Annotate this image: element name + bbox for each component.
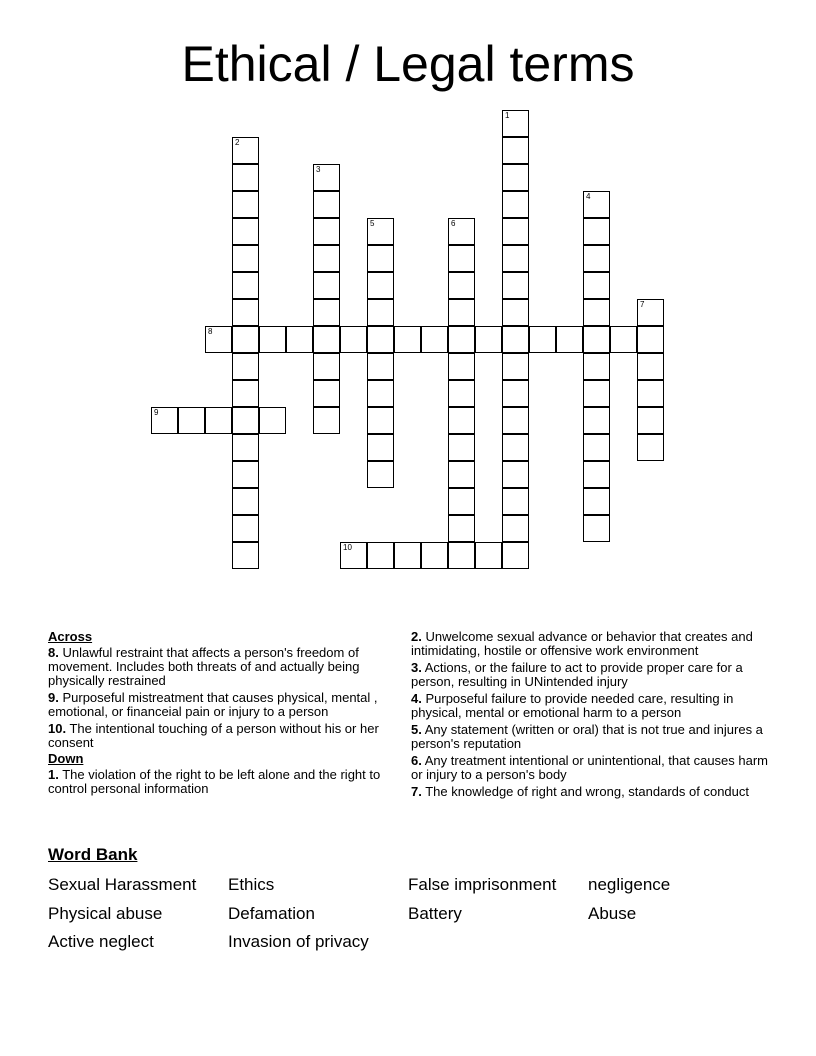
grid-cell[interactable] [583, 515, 610, 542]
grid-cell[interactable] [502, 326, 529, 353]
grid-cell[interactable] [340, 542, 367, 569]
clue-number: 9. [48, 690, 59, 705]
grid-cell[interactable] [583, 380, 610, 407]
word-bank-item: Invasion of privacy [228, 932, 369, 951]
clues-left-column [48, 630, 398, 799]
grid-cell[interactable] [313, 326, 340, 353]
grid-cell[interactable] [448, 407, 475, 434]
grid-cell[interactable] [448, 488, 475, 515]
grid-cell[interactable] [232, 407, 259, 434]
grid-cell[interactable] [583, 245, 610, 272]
grid-cell[interactable] [448, 326, 475, 353]
grid-cell[interactable] [583, 407, 610, 434]
grid-cell[interactable] [313, 191, 340, 218]
grid-cell[interactable] [232, 515, 259, 542]
grid-cell[interactable] [502, 299, 529, 326]
grid-cell[interactable] [313, 218, 340, 245]
word-bank-item: Ethics [228, 875, 275, 894]
grid-cell[interactable] [583, 434, 610, 461]
word-bank-item: Defamation [228, 904, 315, 923]
word-bank-item: negligence [588, 875, 671, 894]
clue-number: 2. [411, 629, 422, 644]
grid-cell[interactable] [367, 434, 394, 461]
word-bank-item: Abuse [588, 904, 637, 923]
cell-number: 1 [505, 111, 510, 120]
grid-cell[interactable] [502, 434, 529, 461]
grid-cell[interactable] [367, 218, 394, 245]
grid-cell[interactable] [394, 542, 421, 569]
clue-number: 7. [411, 784, 422, 799]
cell-number: 2 [235, 138, 240, 147]
grid-cell[interactable] [583, 353, 610, 380]
grid-cell[interactable] [205, 326, 232, 353]
clue-number: 3. [411, 660, 422, 675]
grid-cell[interactable] [367, 353, 394, 380]
grid-cell[interactable] [637, 434, 664, 461]
grid-cell[interactable] [421, 542, 448, 569]
across-heading: Across [48, 629, 93, 644]
grid-cell[interactable] [637, 326, 664, 353]
grid-cell[interactable] [313, 299, 340, 326]
grid-cell[interactable] [502, 380, 529, 407]
word-bank-item: Physical abuse [48, 904, 163, 923]
grid-cell[interactable] [448, 218, 475, 245]
grid-cell[interactable] [583, 326, 610, 353]
clue-across-8 [48, 646, 398, 688]
grid-cell[interactable] [583, 272, 610, 299]
grid-cell[interactable] [583, 191, 610, 218]
grid-cell[interactable] [313, 353, 340, 380]
clue-text: Purposeful failure to provide needed care, resulting in physical, mental or emotional harm to a person [411, 691, 734, 720]
cell-number: 10 [343, 543, 352, 552]
grid-cell[interactable] [232, 542, 259, 569]
grid-cell[interactable] [502, 164, 529, 191]
grid-cell[interactable] [502, 110, 529, 137]
clue-text: The intentional touching of a person without his or her consent [48, 721, 379, 750]
grid-cell[interactable] [232, 137, 259, 164]
grid-cell[interactable] [232, 326, 259, 353]
grid-cell[interactable] [583, 461, 610, 488]
cell-number: 4 [586, 192, 591, 201]
grid-cell[interactable] [610, 326, 637, 353]
grid-cell[interactable] [583, 299, 610, 326]
grid-cell[interactable] [448, 380, 475, 407]
clue-down-6 [411, 754, 771, 782]
grid-cell[interactable] [637, 353, 664, 380]
cell-number: 5 [370, 219, 375, 228]
clue-across-9 [48, 691, 398, 719]
grid-cell[interactable] [421, 326, 448, 353]
cell-number: 9 [154, 408, 159, 417]
grid-cell[interactable] [232, 434, 259, 461]
clue-text: Any statement (written or oral) that is not true and injures a person's reputation [411, 722, 763, 751]
grid-cell[interactable] [637, 299, 664, 326]
grid-cell[interactable] [448, 434, 475, 461]
grid-cell[interactable] [367, 326, 394, 353]
clue-text: Any treatment intentional or unintentional, that causes harm or injury to a person's body [411, 753, 769, 782]
word-bank-item: False imprisonment [408, 875, 557, 894]
cell-number: 8 [208, 327, 213, 336]
grid-cell[interactable] [232, 272, 259, 299]
grid-cell[interactable] [367, 542, 394, 569]
clue-number: 5. [411, 722, 422, 737]
grid-cell[interactable] [232, 164, 259, 191]
clue-text: Unwelcome sexual advance or behavior that creates and intimidating, hostile or offensive work environment [411, 629, 753, 658]
grid-cell[interactable] [448, 245, 475, 272]
clue-text: The violation of the right to be left alone and the right to control personal information [48, 767, 381, 796]
clue-across-10 [48, 722, 398, 750]
word-bank-item: Battery [408, 904, 462, 923]
clue-number: 1. [48, 767, 59, 782]
grid-cell[interactable] [502, 407, 529, 434]
grid-cell[interactable] [367, 272, 394, 299]
grid-cell[interactable] [205, 407, 232, 434]
grid-cell[interactable] [313, 164, 340, 191]
clue-text: The knowledge of right and wrong, standards of conduct [425, 784, 749, 799]
grid-cell[interactable] [232, 245, 259, 272]
grid-cell[interactable] [367, 380, 394, 407]
clue-number: 4. [411, 691, 422, 706]
clue-number: 6. [411, 753, 422, 768]
grid-cell[interactable] [367, 299, 394, 326]
grid-cell[interactable] [232, 380, 259, 407]
grid-cell[interactable] [151, 407, 178, 434]
grid-cell[interactable] [637, 380, 664, 407]
grid-cell[interactable] [529, 326, 556, 353]
grid-cell[interactable] [502, 272, 529, 299]
grid-cell[interactable] [178, 407, 205, 434]
grid-cell[interactable] [448, 299, 475, 326]
grid-cell[interactable] [556, 326, 583, 353]
grid-cell[interactable] [502, 488, 529, 515]
grid-cell[interactable] [286, 326, 313, 353]
cell-number: 3 [316, 165, 321, 174]
grid-cell[interactable] [232, 218, 259, 245]
grid-cell[interactable] [502, 218, 529, 245]
grid-cell[interactable] [313, 272, 340, 299]
grid-cell[interactable] [448, 272, 475, 299]
grid-cell[interactable] [448, 353, 475, 380]
grid-cell[interactable] [259, 326, 286, 353]
clue-text: Purposeful mistreatment that causes physical, mental , emotional, or financeial pain or injury to a person [48, 690, 378, 719]
grid-cell[interactable] [502, 353, 529, 380]
clue-number: 8. [48, 645, 59, 660]
grid-cell[interactable] [340, 326, 367, 353]
word-bank-item: Active neglect [48, 932, 154, 951]
grid-cell[interactable] [232, 488, 259, 515]
grid-cell[interactable] [367, 245, 394, 272]
grid-cell[interactable] [232, 299, 259, 326]
word-bank-item: Sexual Harassment [48, 875, 197, 894]
page-title: Ethical / Legal terms [181, 36, 635, 92]
clue-text: Actions, or the failure to act to provide proper care for a person, resulting in UNintended injury [411, 660, 743, 689]
grid-cell[interactable] [502, 542, 529, 569]
grid-cell[interactable] [502, 137, 529, 164]
clue-number: 10. [48, 721, 67, 736]
grid-cell[interactable] [502, 191, 529, 218]
cell-number: 6 [451, 219, 456, 228]
clue-down-2 [411, 630, 771, 658]
grid-cell[interactable] [259, 407, 286, 434]
grid-cell[interactable] [583, 488, 610, 515]
grid-cell[interactable] [502, 461, 529, 488]
clue-down-4 [411, 692, 771, 720]
clue-down-1 [48, 768, 398, 796]
clues-right-column [411, 630, 771, 802]
grid-cell[interactable] [394, 326, 421, 353]
grid-cell[interactable] [448, 542, 475, 569]
grid-cell[interactable] [583, 218, 610, 245]
clue-down-3 [411, 661, 771, 689]
word-bank-title: Word Bank [48, 845, 138, 864]
grid-cell[interactable] [502, 245, 529, 272]
grid-cell[interactable] [367, 407, 394, 434]
grid-cell[interactable] [313, 380, 340, 407]
clue-down-5 [411, 723, 771, 751]
grid-cell[interactable] [502, 515, 529, 542]
grid-cell[interactable] [448, 461, 475, 488]
grid-cell[interactable] [232, 461, 259, 488]
grid-cell[interactable] [232, 191, 259, 218]
clue-down-7 [411, 785, 771, 799]
clue-text: Unlawful restraint that affects a person's freedom of movement. Includes both threats of and actually being physically restrained [48, 645, 360, 688]
grid-cell[interactable] [313, 245, 340, 272]
grid-cell[interactable] [367, 461, 394, 488]
grid-cell[interactable] [637, 407, 664, 434]
grid-cell[interactable] [475, 542, 502, 569]
grid-cell[interactable] [475, 326, 502, 353]
cell-number: 7 [640, 300, 645, 309]
grid-cell[interactable] [448, 515, 475, 542]
grid-cell[interactable] [232, 353, 259, 380]
down-heading: Down [48, 751, 84, 766]
grid-cell[interactable] [313, 407, 340, 434]
